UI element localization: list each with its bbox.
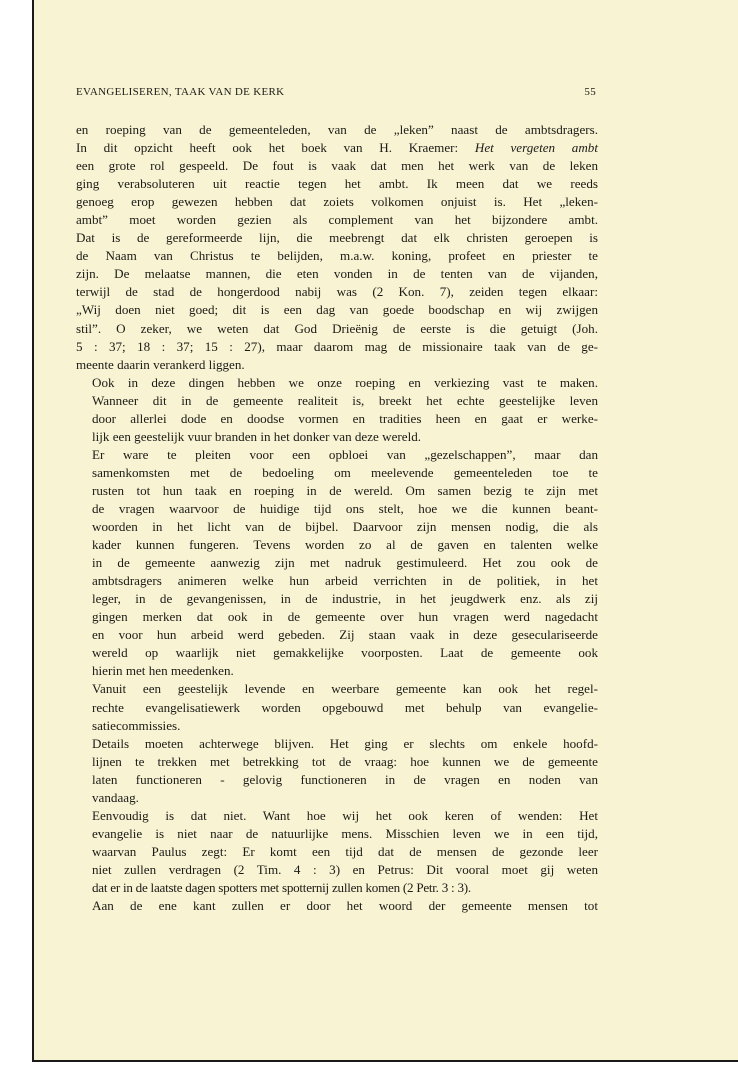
text-line: in de gemeente aanwezig zijn met nadruk gestimuleerd. Het zou ook de xyxy=(92,555,598,571)
text-line: niet zullen verdragen (2 Tim. 4 : 3) en Petrus: Dit vooral moet gij weten xyxy=(92,861,598,877)
text-line: rechte evangelisatiewerk worden opgebouwd met behulp van evangelie- xyxy=(92,699,598,715)
text-line: Aan de ene kant zullen er door het woord der gemeente mensen tot xyxy=(92,898,598,914)
text-line: waarvan Paulus zegt: Er komt een tijd dat de mensen de gezonde leer xyxy=(92,843,598,859)
text-line: vandaag. xyxy=(92,789,139,805)
running-header xyxy=(76,86,596,102)
running-title: EVANGELISEREN, TAAK VAN DE KERK xyxy=(76,86,285,98)
text-line: zijn. De melaatse mannen, die eten vonden in de tenten van de vijanden, xyxy=(76,266,598,282)
text-line: meente daarin verankerd liggen. xyxy=(76,356,245,372)
text-line: een grote rol gespeeld. De fout is vaak dat men het werk van de leken xyxy=(76,158,598,174)
text-line: Dat is de gereformeerde lijn, die meebrengt dat elk christen geroepen is xyxy=(76,230,598,246)
text-line: Ook in deze dingen hebben we onze roeping en verkiezing vast te maken. xyxy=(92,374,598,390)
text-line: Details moeten achterwege blijven. Het ging er slechts om enkele hoofd- xyxy=(92,735,598,751)
text-line: leger, in de gevangenissen, in de industrie, in het jeugdwerk enz. als zij xyxy=(92,591,598,607)
paragraph-7 xyxy=(76,897,598,915)
paragraph-2 xyxy=(76,374,598,446)
text-line: ambtsdragers animeren welke hun arbeid verrichten in de politiek, in het xyxy=(92,573,598,589)
text-line: samenkomsten met de bedoeling om meelevende gemeenteleden toe te xyxy=(92,464,598,480)
text-line: Wanneer dit in de gemeente realiteit is, breekt het echte geestelijke leven xyxy=(92,392,598,408)
text-line: In dit opzicht heeft ook het boek van H. Kraemer: Het vergeten ambt xyxy=(76,140,598,156)
text-line: lijk een geestelijk vuur branden in het donker van deze wereld. xyxy=(92,428,422,444)
paragraph-5 xyxy=(76,735,598,807)
paragraph-1 xyxy=(76,121,598,374)
text-line: genoeg erop gewezen hebben dat zoiets volkomen onjuist is. Het „leken- xyxy=(76,194,598,210)
text-line: hierin met hen meedenken. xyxy=(92,663,234,679)
page-number: 55 xyxy=(584,86,596,98)
text-line: ging verabsoluteren uit reactie tegen het ambt. Ik meen dat we reeds xyxy=(76,176,598,192)
text-line: lijnen te trekken met betrekking tot de vraag: hoe kunnen we de gemeente xyxy=(92,753,598,769)
paragraph-3 xyxy=(76,446,598,681)
text-line: terwijl de stad de hongerdood nabij was (2 Kon. 7), zeiden tegen elkaar: xyxy=(76,284,598,300)
text-line: Eenvoudig is dat niet. Want hoe wij het ook keren of wenden: Het xyxy=(92,807,598,823)
text-line: laten functioneren - gelovig functioneren in de vragen en noden van xyxy=(92,771,598,787)
text-line: Er ware te pleiten voor een opbloei van „gezelschappen”, maar dan xyxy=(92,446,598,462)
text-line: woorden in het licht van de bijbel. Daarvoor zijn mensen nodig, die als xyxy=(92,519,598,535)
paragraph-6 xyxy=(76,807,598,897)
text-line: en roeping van de gemeenteleden, van de „leken” naast de ambtsdragers. xyxy=(76,122,598,137)
text-line: de Naam van Christus te belijden, m.a.w. koning, profeet en priester te xyxy=(76,248,598,264)
scan-bottom-border xyxy=(32,1060,738,1062)
text-line: evangelie is niet naar de natuurlijke mens. Misschien leven we in een tijd, xyxy=(92,825,598,841)
body-text xyxy=(76,121,598,915)
text-line: 5 : 37; 18 : 37; 15 : 27), maar daarom mag de missionaire taak van de ge- xyxy=(76,338,598,354)
text-line: de vragen waarvoor de huidige tijd ons stelt, hoe we die kunnen beant- xyxy=(92,500,598,516)
text-line: ambt” moet worden gezien als complement van het bijzondere ambt. xyxy=(76,212,598,228)
text-line: gingen merken dat ook in de gemeente over hun vragen werd nagedacht xyxy=(92,609,598,625)
text-line: stil”. O zeker, we weten dat God Drieënig de eerste is die getuigt (Joh. xyxy=(76,320,598,336)
text-line: „Wij doen niet goed; dit is een dag van goede boodschap en wij zwijgen xyxy=(76,302,598,318)
text-line: door allerlei dode en doodse vormen en tradities heen en gaat er werke- xyxy=(92,410,598,426)
text-line: en voor hun arbeid werd gebeden. Zij staan vaak in deze geseculariseerde xyxy=(92,627,598,643)
text-line: kader kunnen fungeren. Tevens worden zo al de gaven en talenten welke xyxy=(92,537,598,553)
text-line: satiecommissies. xyxy=(92,717,181,733)
text-line: dat er in de laatste dagen spotters met spotternij zullen komen (2 Petr. 3 : 3). xyxy=(92,879,471,895)
text-line: rusten tot hun taak en roeping in de wereld. Om samen bezig te zijn met xyxy=(92,482,598,498)
text-line: wereld op waarlijk niet gemakkelijke voorposten. Laat de gemeente ook xyxy=(92,645,598,661)
book-title: Het vergeten ambt xyxy=(474,140,598,156)
text-line: Vanuit een geestelijk levende en weerbare gemeente kan ook het regel- xyxy=(92,681,598,697)
paragraph-4 xyxy=(76,680,598,734)
